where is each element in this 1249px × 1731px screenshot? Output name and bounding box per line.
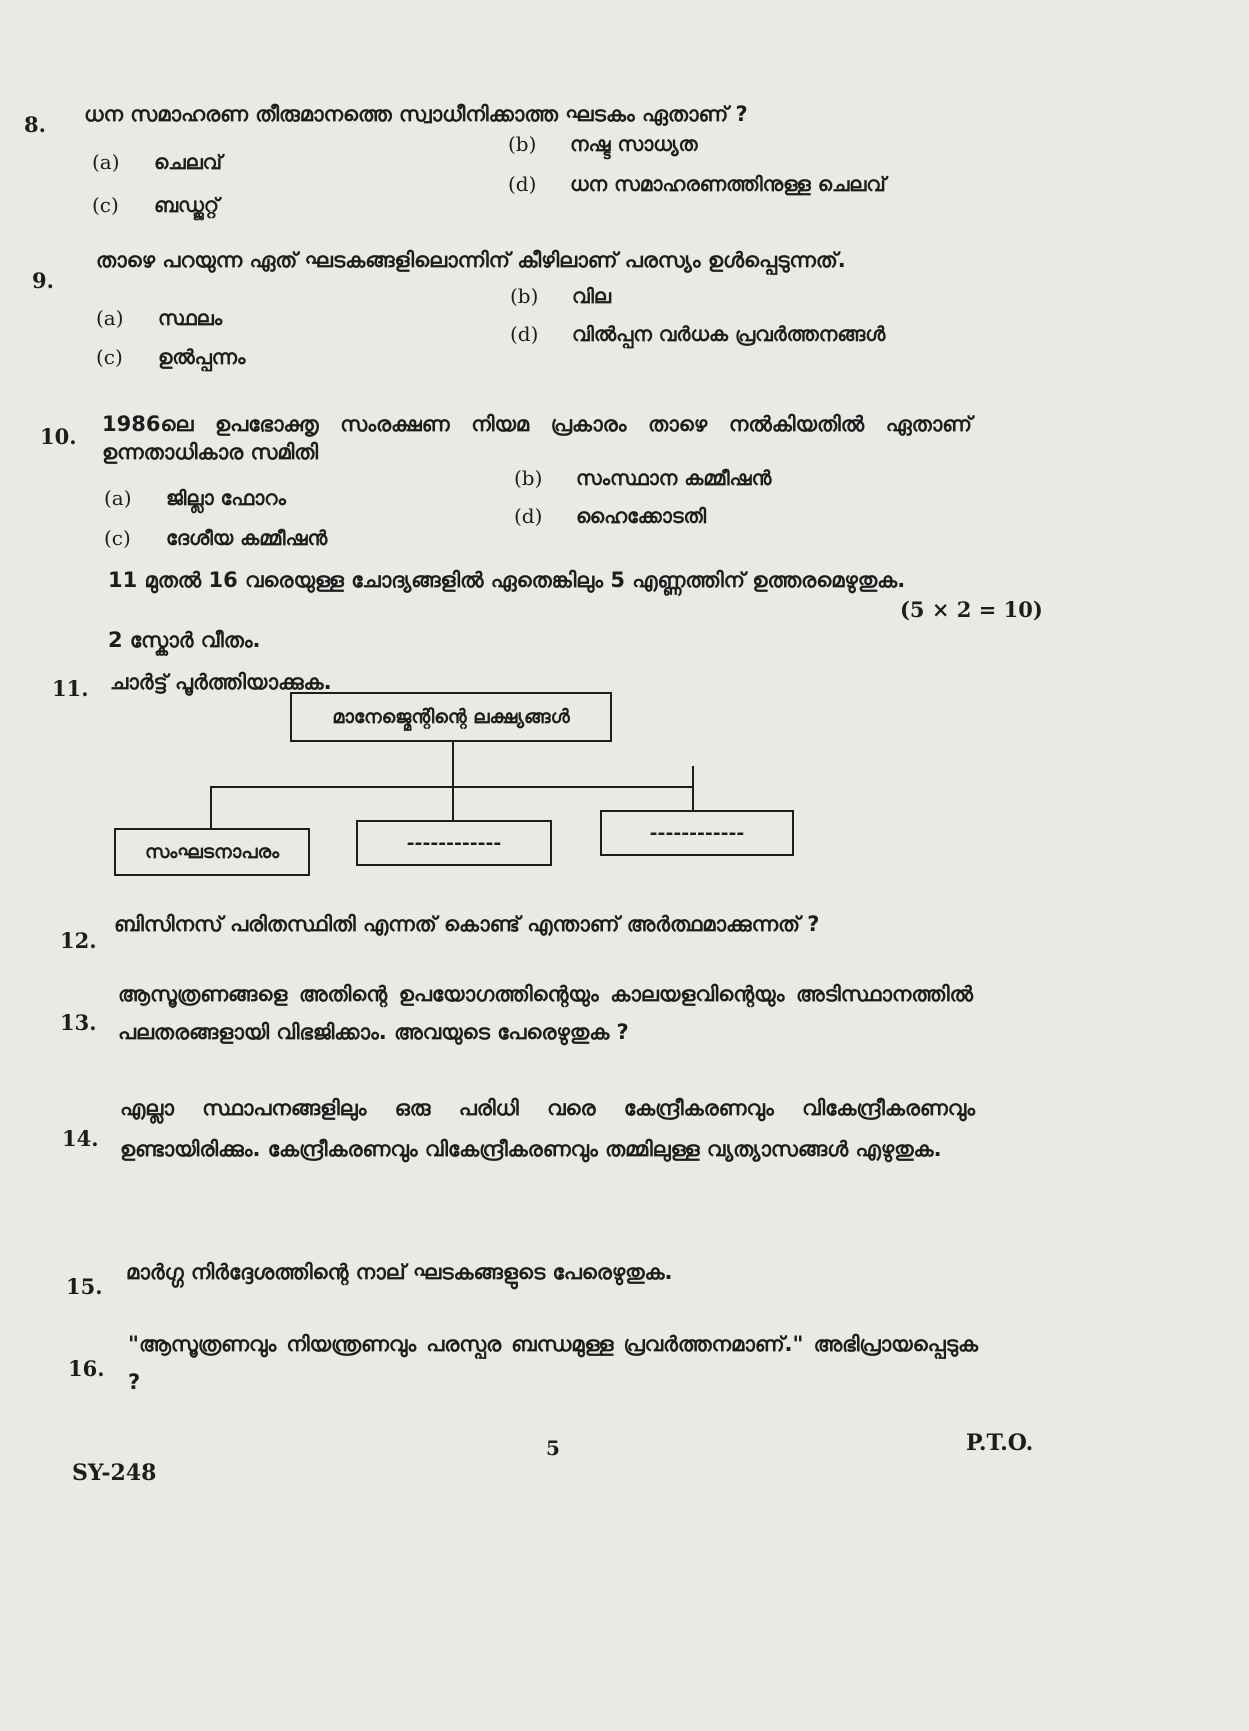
- chart-root-box: മാനേജ്മെന്റിന്റെ ലക്ഷ്യങ്ങൾ: [290, 692, 612, 742]
- option-label: (c): [92, 193, 119, 217]
- option-text: വില: [572, 284, 611, 308]
- question-8-option-d: [508, 172, 886, 196]
- option-label: (b): [508, 132, 537, 156]
- option-label: (d): [514, 504, 543, 528]
- option-text: നഷ്ട സാധ്യത: [570, 132, 698, 156]
- option-label: (d): [510, 322, 539, 346]
- chart-connector-middle: [452, 786, 454, 822]
- option-label: (a): [104, 486, 132, 510]
- score-note: 2 സ്കോർ വീതം.: [108, 628, 261, 652]
- page-number: 5: [546, 1436, 560, 1460]
- question-10-option-c: [104, 526, 327, 550]
- question-9-text: താഴെ പറയുന്ന ഏത് ഘടകങ്ങളിലൊന്നിന് കീഴിലാണ് പരസ്യം ഉൾപ്പെടുന്നത്.: [96, 248, 846, 272]
- pto-label: P.T.O.: [966, 1430, 1034, 1456]
- question-13-number: 13.: [60, 1010, 97, 1035]
- question-10-number: 10.: [40, 424, 77, 449]
- paper-code: SY-248: [72, 1460, 157, 1486]
- question-8-option-c: [92, 193, 219, 217]
- question-9-number: 9.: [32, 268, 54, 293]
- chart-connector-right: [692, 766, 694, 812]
- option-text: ചെലവ്: [154, 150, 223, 174]
- question-8-option-b: [508, 132, 698, 156]
- option-text: ഉൽപ്പന്നം: [158, 345, 246, 369]
- question-9-option-c: [96, 345, 245, 369]
- question-8-number: 8.: [24, 112, 46, 137]
- chart-child-box-1: സംഘടനാപരം: [114, 828, 310, 876]
- question-8-option-a: [92, 150, 222, 174]
- option-text: ധന സമാഹരണത്തിനുള്ള ചെലവ്: [570, 172, 886, 196]
- question-15-number: 15.: [66, 1274, 103, 1299]
- question-10-option-b: [514, 466, 771, 490]
- question-9-option-b: [510, 284, 611, 308]
- question-10-option-d: [514, 504, 706, 528]
- option-text: സംസ്ഥാന കമ്മീഷൻ: [576, 466, 772, 490]
- option-label: (a): [96, 306, 124, 330]
- question-16-number: 16.: [68, 1356, 105, 1381]
- option-text: ദേശീയ കമ്മീഷൻ: [166, 526, 328, 550]
- option-text: ജില്ലാ ഫോറം: [166, 486, 286, 510]
- question-11-number: 11.: [52, 676, 89, 701]
- question-10-option-a: [104, 486, 286, 510]
- chart-child-box-3: ------------: [600, 810, 794, 856]
- option-text: ബഡ്ജറ്റ്: [154, 193, 219, 217]
- chart-connector-left: [210, 786, 212, 830]
- question-8-text: ധന സമാഹരണ തീരുമാനത്തെ സ്വാധീനിക്കാത്ത ഘടകം ഏതാണ് ?: [84, 102, 748, 126]
- option-label: (d): [508, 172, 537, 196]
- option-text: വിൽപ്പന വർധക പ്രവർത്തനങ്ങൾ: [572, 322, 886, 346]
- option-label: (c): [104, 526, 131, 550]
- section-instruction: 11 മുതൽ 16 വരെയുള്ള ചോദ്യങ്ങളിൽ ഏതെങ്കിലും 5 എണ്ണത്തിന് ഉത്തരമെഴുതുക.: [108, 568, 906, 592]
- option-label: (c): [96, 345, 123, 369]
- section-marks: (5 × 2 = 10): [900, 597, 1043, 622]
- option-text: സ്ഥലം: [158, 306, 223, 330]
- question-11-text: ചാർട്ട് പൂർത്തിയാക്കുക.: [110, 670, 332, 694]
- option-label: (b): [514, 466, 543, 490]
- question-12-number: 12.: [60, 928, 97, 953]
- chart-connector-vertical: [452, 742, 454, 788]
- question-16-text: "ആസൂത്രണവും നിയന്ത്രണവും പരസ്പര ബന്ധമുള്ള പ്രവർത്തനമാണ്." അഭിപ്രായപ്പെടുക ?: [128, 1332, 978, 1394]
- question-14-text: എല്ലാ സ്ഥാപനങ്ങളിലും ഒരു പരിധി വരെ കേന്ദ്രീകരണവും വികേന്ദ്രീകരണവും ഉണ്ടായിരിക്കും. കേന്ദ്രീകരണവും വികേന്ദ്രീകരണവും തമ്മിലുള്ള വ്യത്യാസങ്ങൾ എഴുതുക.: [120, 1096, 975, 1161]
- chart-child-box-2: ------------: [356, 820, 552, 866]
- question-13-text: ആസൂത്രണങ്ങളെ അതിന്റെ ഉപയോഗത്തിന്റെയും കാലയളവിന്റെയും അടിസ്ഥാനത്തിൽ പലതരങ്ങളായി വിഭജിക്കാം. അവയുടെ പേരെഴുതുക ?: [118, 982, 973, 1044]
- question-15-text: മാർഗ്ഗ നിർദ്ദേശത്തിന്റെ നാല് ഘടകങ്ങളുടെ പേരെഴുതുക.: [126, 1260, 673, 1284]
- option-label: (b): [510, 284, 539, 308]
- question-10-text: 1986ലെ ഉപഭോക്തൃ സംരക്ഷണ നിയമ പ്രകാരം താഴെ നൽകിയതിൽ ഏതാണ് ഉന്നതാധികാര സമിതി: [102, 412, 972, 465]
- question-9-option-a: [96, 306, 222, 330]
- option-label: (a): [92, 150, 120, 174]
- question-12-text: ബിസിനസ് പരിതസ്ഥിതി എന്നത് കൊണ്ട് എന്താണ് അർത്ഥമാക്കുന്നത് ?: [114, 912, 820, 936]
- question-14-number: 14.: [62, 1126, 99, 1151]
- question-9-option-d: [510, 322, 885, 346]
- option-text: ഹൈക്കോടതി: [576, 504, 707, 528]
